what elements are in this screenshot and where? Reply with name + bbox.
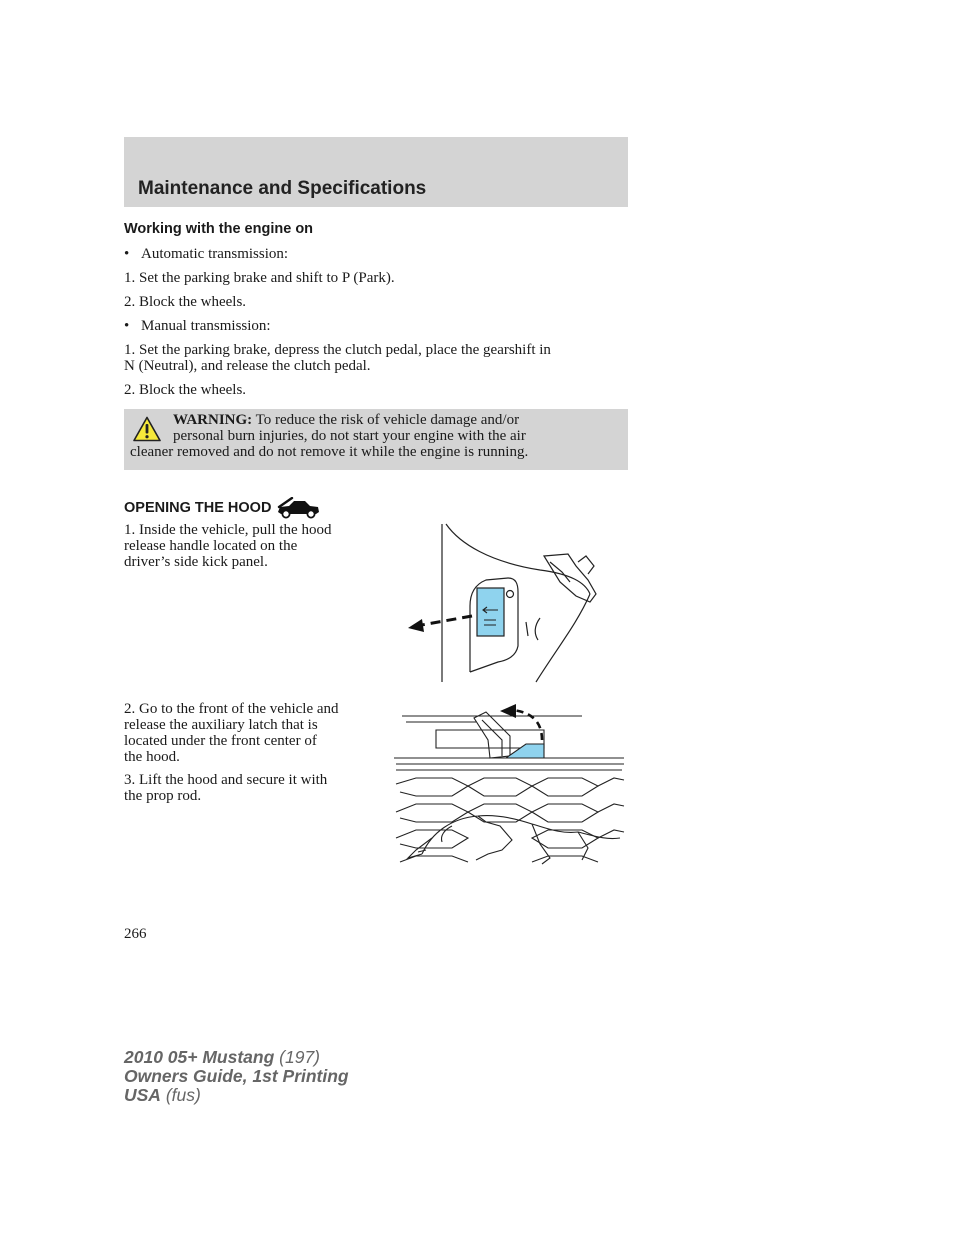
opening-hood-title: OPENING THE HOOD <box>124 497 320 519</box>
engine-on-heading: Working with the engine on <box>124 221 314 237</box>
manual-step-1: 1. Set the parking brake, depress the clutch pedal, place the gearshift in N (Neutral), and release the clutch pedal. <box>124 342 551 374</box>
hood-step-1: 1. Inside the vehicle, pull the hood release handle located on the driver’s side kick panel. <box>124 522 332 570</box>
section-header-title: Maintenance and Specifications <box>138 178 427 199</box>
hood-step-3: 3. Lift the hood and secure it with the prop rod. <box>124 772 328 804</box>
car-hood-open-icon <box>276 497 320 519</box>
section-header-band <box>124 137 628 207</box>
manual-step-2: 2. Block the wheels. <box>124 382 247 398</box>
hood-release-handle-figure <box>400 522 628 684</box>
bullet-dot: • <box>124 318 130 334</box>
page-number: 266 <box>124 926 147 942</box>
warning-text: WARNING: To reduce the risk of vehicle damage and/or personal burn injuries, do not start your engine with the air cleaner removed and do not remove it while the engine is running. <box>130 412 529 460</box>
manual-transmission-bullet: • Manual transmission: <box>124 318 271 334</box>
warning-label: WARNING: <box>173 412 253 428</box>
document-footer: 2010 05+ Mustang (197) Owners Guide, 1st Printing USA (fus) <box>124 1047 349 1105</box>
hood-step-2: 2. Go to the front of the vehicle and release the auxiliary latch that is located under the front center of the hood. <box>124 701 339 765</box>
warning-box <box>124 409 628 470</box>
bullet-dot: • <box>124 246 130 262</box>
auxiliary-latch-figure <box>392 700 628 866</box>
auto-transmission-bullet: • Automatic transmission: <box>124 246 289 262</box>
auto-step-2: 2. Block the wheels. <box>124 294 247 310</box>
auto-step-1: 1. Set the parking brake and shift to P (Park). <box>124 270 395 286</box>
